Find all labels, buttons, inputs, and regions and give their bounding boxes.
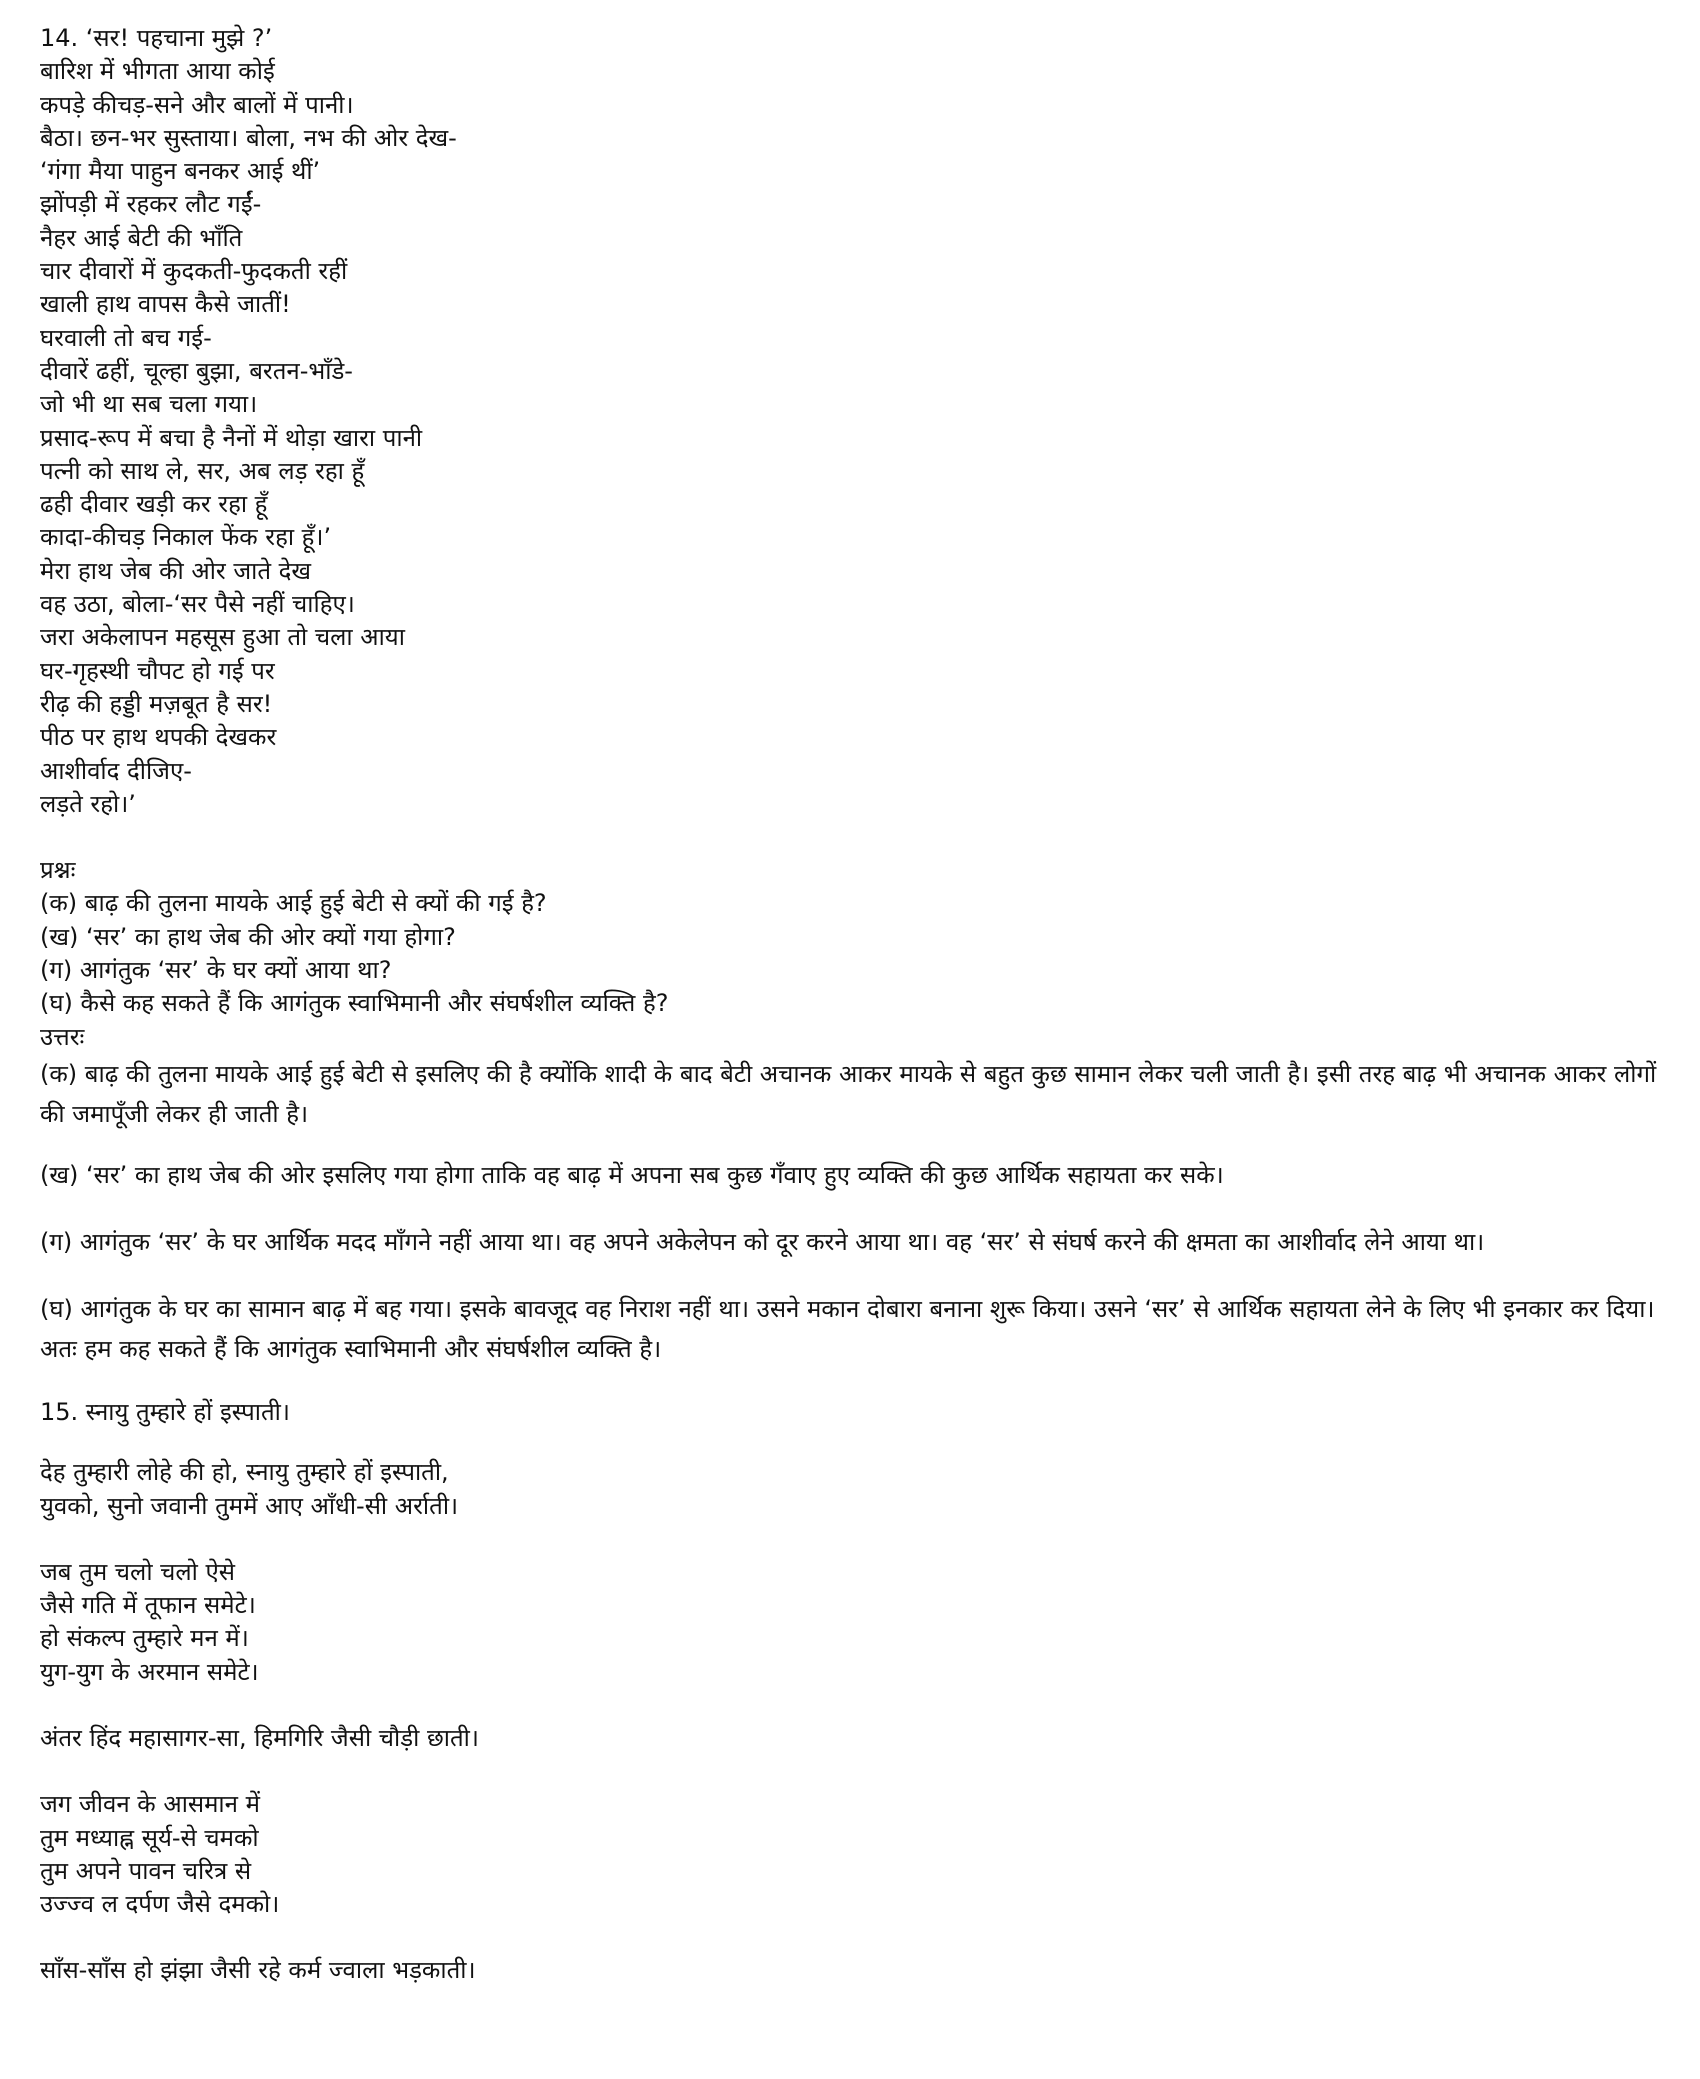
spacer: [40, 1369, 1660, 1396]
poem-line: देह तुम्हारी लोहे की हो, स्नायु तुम्हारे हों इस्पाती,: [40, 1458, 449, 1487]
spacer: [40, 1262, 1660, 1289]
answer-item: (घ) आगंतुक के घर का सामान बाढ़ में बह गया। इसके बावजूद वह निराश नहीं था। उसने मकान दोबारा बनाना शुरू किया। उसने ‘सर’ से आर्थिक सहायता लेने के लिए भी इनकार कर दिया। अतः हम कह सकते हैं कि आगंतुक स्वाभिमानी और संघर्षशील व्यक्ति है।: [40, 1294, 1655, 1363]
poem-line: जग जीवन के आसमान में: [40, 1790, 260, 1819]
poem-line: लड़ते रहो।’: [40, 789, 136, 818]
poem-line: खाली हाथ वापस कैसे जातीं!: [40, 290, 291, 319]
question-item: (ग) आगंतुक ‘सर’ के घर क्यों आया था?: [40, 956, 392, 985]
answer-item: (ख) ‘सर’ का हाथ जेब की ओर इसलिए गया होगा ताकि वह बाढ़ में अपना सब कुछ गँवाए हुए व्यक्ति की कुछ आर्थिक सहायता कर सके।: [40, 1160, 1224, 1189]
poem-line: साँस-साँस हो झंझा जैसी रहे कर्म ज्वाला भड़काती।: [40, 1956, 476, 1985]
answers-heading: उत्तरः: [40, 1022, 85, 1051]
question-item: (घ) कैसे कह सकते हैं कि आगंतुक स्वाभिमानी और संघर्षशील व्यक्ति है?: [40, 989, 669, 1018]
poem-stanza: [40, 1954, 1660, 1987]
question-item: (क) बाढ़ की तुलना मायके आई हुई बेटी से क्यों की गई है?: [40, 889, 547, 918]
poem-stanza: [40, 1556, 1660, 1689]
answer-item: (क) बाढ़ की तुलना मायके आई हुई बेटी से इसलिए की है क्योंकि शादी के बाद बेटी अचानक आकर मायके से बहुत कुछ सामान लेकर चली जाती है। इसी तरह बाढ़ भी अचानक आकर लोगों की जमापूँजी लेकर ही जाती है।: [40, 1059, 1657, 1128]
poem-line: घर-गृहस्थी चौपट हो गई पर: [40, 656, 275, 685]
poem-line: वह उठा, बोला-‘सर पैसे नहीं चाहिए।: [40, 590, 355, 619]
spacer: [40, 1429, 1660, 1456]
poem-line: आशीर्वाद दीजिए-: [40, 756, 192, 785]
question-14-poem: [40, 55, 1660, 821]
spacer: [40, 1134, 1660, 1155]
poem-line: कपड़े कीचड़-सने और बालों में पानी।: [40, 90, 354, 119]
poem-line: ‘गंगा मैया पाहुन बनकर आई थीं’: [40, 157, 321, 186]
poem-line: उज्ज्व ल दर्पण जैसे दमको।: [40, 1890, 280, 1919]
document-page: [40, 22, 1660, 1988]
spacer: [40, 1689, 1660, 1722]
poem-line: जरा अकेलापन महसूस हुआ तो चला आया: [40, 623, 405, 652]
poem-line: बारिश में भीगता आया कोई: [40, 57, 275, 86]
poem-line: युवको, सुनो जवानी तुममें आए आँधी-सी अर्राती।: [40, 1491, 459, 1520]
poem-line: पत्नी को साथ ले, सर, अब लड़ रहा हूँ: [40, 456, 365, 485]
poem-line: बैठा। छन-भर सुस्ताया। बोला, नभ की ओर देख-: [40, 123, 457, 152]
poem-stanza: [40, 1722, 1660, 1755]
poem-line: तुम अपने पावन चरित्र से: [40, 1856, 252, 1885]
question-item: (ख) ‘सर’ का हाथ जेब की ओर क्यों गया होगा?: [40, 922, 456, 951]
answer-item: (ग) आगंतुक ‘सर’ के घर आर्थिक मदद माँगने नहीं आया था। वह अपने अकेलेपन को दूर करने आया था। वह ‘सर’ से संघर्ष करने की क्षमता का आशीर्वाद लेने आया था।: [40, 1227, 1485, 1256]
poem-line: दीवारें ढहीं, चूल्हा बुझा, बरतन-भाँडे-: [40, 356, 353, 385]
poem-line: हो संकल्प तुम्हारे मन में।: [40, 1624, 249, 1653]
poem-line: जो भी था सब चला गया।: [40, 390, 258, 419]
poem-line: युग-युग के अरमान समेटे।: [40, 1657, 259, 1686]
poem-line: पीठ पर हाथ थपकी देखकर: [40, 723, 277, 752]
question-15-poem: [40, 1456, 1660, 1988]
poem-line: प्रसाद-रूप में बचा है नैनों में थोड़ा खारा पानी: [40, 423, 423, 452]
questions-heading: प्रश्नः: [40, 856, 76, 885]
poem-line: जैसे गति में तूफान समेटे।: [40, 1591, 256, 1620]
poem-line: झोंपड़ी में रहकर लौट गईं-: [40, 190, 262, 219]
question-15-title: 15. स्नायु तुम्हारे हों इस्पाती।: [40, 1397, 290, 1426]
answers-list: [40, 1054, 1660, 1369]
spacer: [40, 1921, 1660, 1954]
questions-list: [40, 887, 1660, 1020]
poem-line: कादा-कीचड़ निकाल फेंक रहा हूँ।’: [40, 523, 332, 552]
poem-line: जब तुम चलो चलो ऐसे: [40, 1557, 236, 1586]
poem-line: नैहर आई बेटी की भाँति: [40, 223, 243, 252]
poem-line: ढही दीवार खड़ी कर रहा हूँ: [40, 490, 268, 519]
spacer: [40, 1523, 1660, 1556]
poem-line: घरवाली तो बच गई-: [40, 323, 212, 352]
poem-line: अंतर हिंद महासागर-सा, हिमगिरि जैसी चौड़ी छाती।: [40, 1723, 479, 1752]
spacer: [40, 821, 1660, 854]
poem-line: तुम मध्याह्न सूर्य-से चमको: [40, 1823, 259, 1852]
poem-line: मेरा हाथ जेब की ओर जाते देख: [40, 556, 312, 585]
poem-stanza: [40, 1788, 1660, 1921]
poem-line: चार दीवारों में कुदकती-फुदकती रहीं: [40, 257, 348, 286]
poem-line: रीढ़ की हड्डी मज़बूत है सर!: [40, 689, 273, 718]
question-14-title: 14. ‘सर! पहचाना मुझे ?’: [40, 24, 273, 52]
spacer: [40, 1195, 1660, 1222]
spacer: [40, 1755, 1660, 1788]
poem-stanza: [40, 1456, 1660, 1523]
